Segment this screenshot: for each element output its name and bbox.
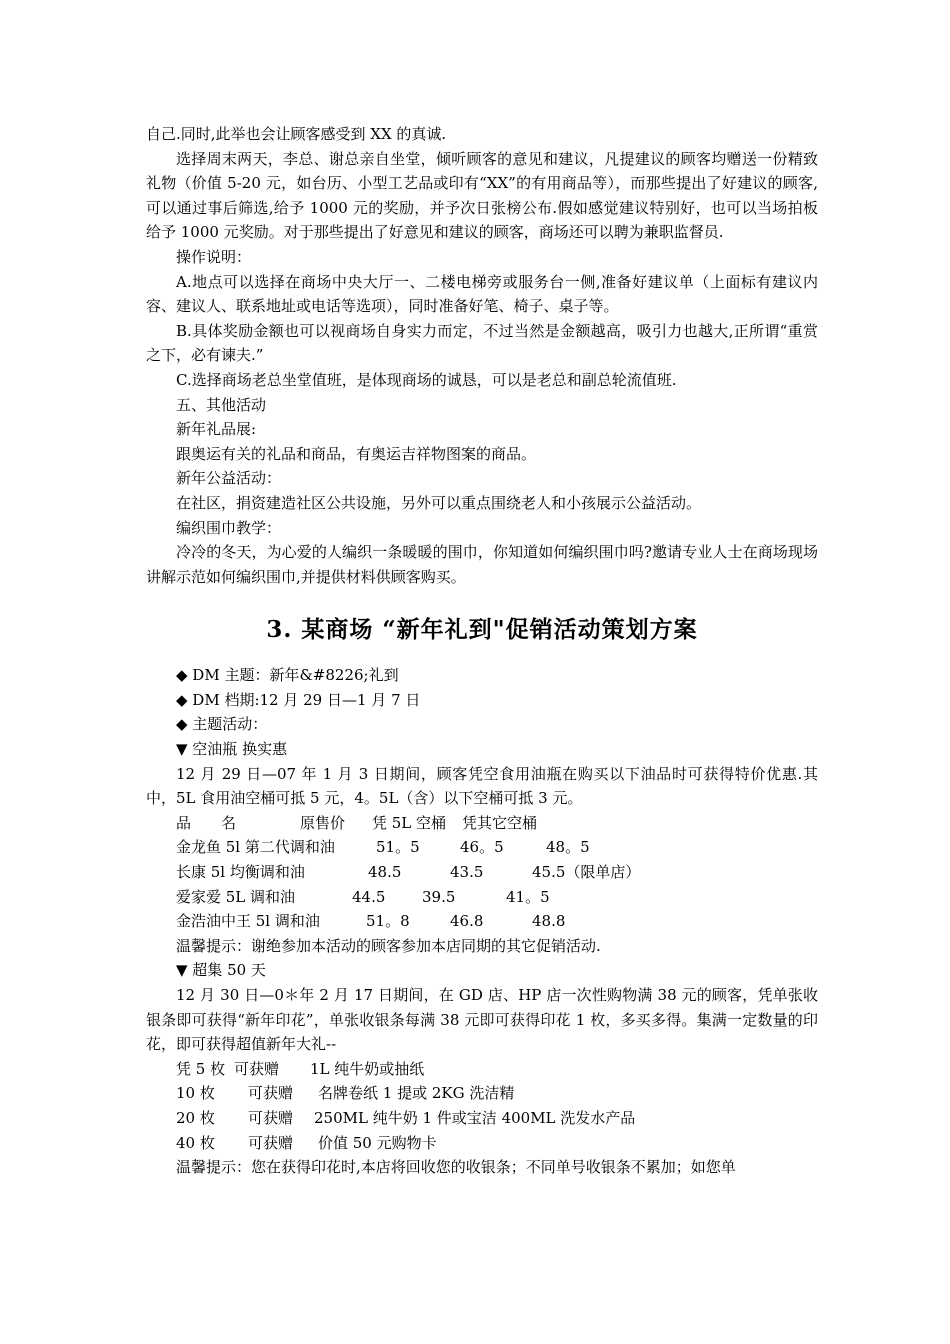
cell: 48。5 xyxy=(546,838,590,857)
cell: 48.5 xyxy=(368,863,402,882)
super-activity-title: ▼ 超集 50 天 xyxy=(176,961,266,980)
oil-table-row xyxy=(146,860,818,885)
cell: 46。5 xyxy=(460,838,504,857)
cell: 20 枚 xyxy=(176,1108,215,1127)
oil-activity-title: ▼ 空油瓶 换实惠 xyxy=(176,740,288,759)
operation-a: A.地点可以选择在商场中央大厅一、二楼电梯旁或服务台一侧,准备好建议单（上面标有建议内容、建议人、联系地址或电话等选项），同时准备好笔、椅子、桌子等。 xyxy=(146,272,818,316)
cell: 39.5 xyxy=(422,887,456,906)
cell: 44.5 xyxy=(352,887,386,906)
cell: 40 枚 xyxy=(176,1133,215,1152)
stamp-row xyxy=(146,1106,818,1131)
header-cell: 品 名 xyxy=(176,813,237,832)
knit-text: 冷冷的冬天，为心爱的人编织一条暖暖的围巾，你知道如何编织围巾吗?邀请专业人士在商场现场讲解示范如何编织围巾,并提供材料供顾客购买。 xyxy=(146,543,818,586)
charity-text: 在社区，捐资建造社区公共设施，另外可以重点围绕老人和小孩展示公益活动。 xyxy=(176,493,702,512)
operation-c: C.选择商场老总坐堂值班，是体现商场的诚恳，可以是老总和副总轮流值班. xyxy=(176,370,677,389)
cell: 250ML 纯牛奶 1 件或宝洁 400ML 洗发水产品 xyxy=(314,1108,636,1127)
cell: 46.8 xyxy=(450,912,484,931)
cell: 可获赠 xyxy=(234,1059,280,1078)
dm-activities: ◆ 主题活动： xyxy=(176,715,268,734)
header-cell: 凭其它空桶 xyxy=(462,813,538,832)
cell: 1L 纯牛奶或抽纸 xyxy=(310,1059,425,1078)
cell: 长康 5l 均衡调和油 xyxy=(176,863,305,882)
cell: 51。5 xyxy=(376,838,420,857)
operation-heading: 操作说明： xyxy=(176,247,252,266)
oil-tip: 温馨提示：谢绝参加本活动的顾客参加本店同期的其它促销活动. xyxy=(176,936,601,955)
charity-heading: 新年公益活动： xyxy=(176,469,282,488)
cell: 43.5 xyxy=(450,863,484,882)
gift-text: 跟奥运有关的礼品和商品，有奥运吉祥物图案的商品。 xyxy=(176,444,537,463)
header-cell: 原售价 xyxy=(300,813,346,832)
oil-table-row xyxy=(146,909,818,934)
cell: 51。8 xyxy=(366,912,410,931)
oil-activity-text: 12 月 29 日—07 年 1 月 3 日期间，顾客凭空食用油瓶在购买以下油品时可获得特价优惠.其中，5L 食用油空桶可抵 5 元，4。5L（含）以下空桶可抵 3 元。 xyxy=(146,764,818,808)
stamp-row xyxy=(146,1057,818,1082)
cell: 凭 5 枚 xyxy=(176,1059,226,1078)
cell: 名牌卷纸 1 提或 2KG 洗洁精 xyxy=(318,1084,515,1103)
section-title: 3. 某商场 “新年礼到"促销活动策划方案 xyxy=(266,616,698,644)
cell: 45.5（限单店） xyxy=(532,863,641,882)
operation-b: B.具体奖励金额也可以视商场自身实力而定，不过当然是金额越高，吸引力也越大,正所谓“重赏之下，必有谏夫.” xyxy=(146,321,818,365)
knit-heading: 编织围巾教学： xyxy=(176,518,282,537)
section-heading: 五、其他活动 xyxy=(176,395,267,414)
cell: 金浩油中王 5l 调和油 xyxy=(176,912,320,931)
document-page xyxy=(146,122,818,1180)
dm-period: ◆ DM 档期:12 月 29 日—1 月 7 日 xyxy=(176,690,421,709)
oil-table-row xyxy=(146,885,818,910)
cell: 可获赠 xyxy=(248,1108,294,1127)
oil-table-row xyxy=(146,835,818,860)
gift-heading: 新年礼品展: xyxy=(176,420,257,439)
paragraph: 选择周末两天，李总、谢总亲自坐堂，倾听顾客的意见和建议，凡提建议的顾客均赠送一份精致礼物（价值 5-20 元，如台历、小型工艺品或印有“XX”的有用商品等），而那些提出了好建议的顾客,可以通过事后筛选,给予 1000 元的奖励，并予次日张榜公布.假如感觉建议特别好，也可以当场拍板给予 1000 元奖励。对于那些提出了好意见和建议的顾客，商场还可以聘为兼职监督员. xyxy=(146,149,818,242)
cell: 价值 50 元购物卡 xyxy=(318,1133,437,1152)
cell: 爱家爱 5L 调和油 xyxy=(176,887,296,906)
cell: 可获赠 xyxy=(248,1084,294,1103)
cell: 48.8 xyxy=(532,912,566,931)
stamp-row xyxy=(146,1081,818,1106)
cell: 可获赠 xyxy=(248,1133,294,1152)
cell: 41。5 xyxy=(506,887,550,906)
stamp-tip: 温馨提示：您在获得印花时,本店将回收您的收银条；不同单号收银条不累加；如您单 xyxy=(176,1158,736,1177)
cell: 10 枚 xyxy=(176,1084,215,1103)
cell: 金龙鱼 5l 第二代调和油 xyxy=(176,838,335,857)
stamp-row xyxy=(146,1131,818,1156)
header-cell: 凭 5L 空桶 xyxy=(372,813,447,832)
paragraph: 自己.同时,此举也会让顾客感受到 XX 的真诚. xyxy=(146,125,447,143)
super-activity-text: 12 月 30 日—0＊年 2 月 17 日期间，在 GD 店、HP 店一次性购物满 38 元的顾客，凭单张收银条即可获得“新年印花”，单张收银条每满 38 元即可获得印花 1 枚，多买多得。集满一定数量的印花，即可获得超值新年大礼-- xyxy=(146,986,818,1054)
oil-table-header xyxy=(146,811,818,836)
dm-theme: ◆ DM 主题：新年&#8226;礼到 xyxy=(176,666,399,685)
